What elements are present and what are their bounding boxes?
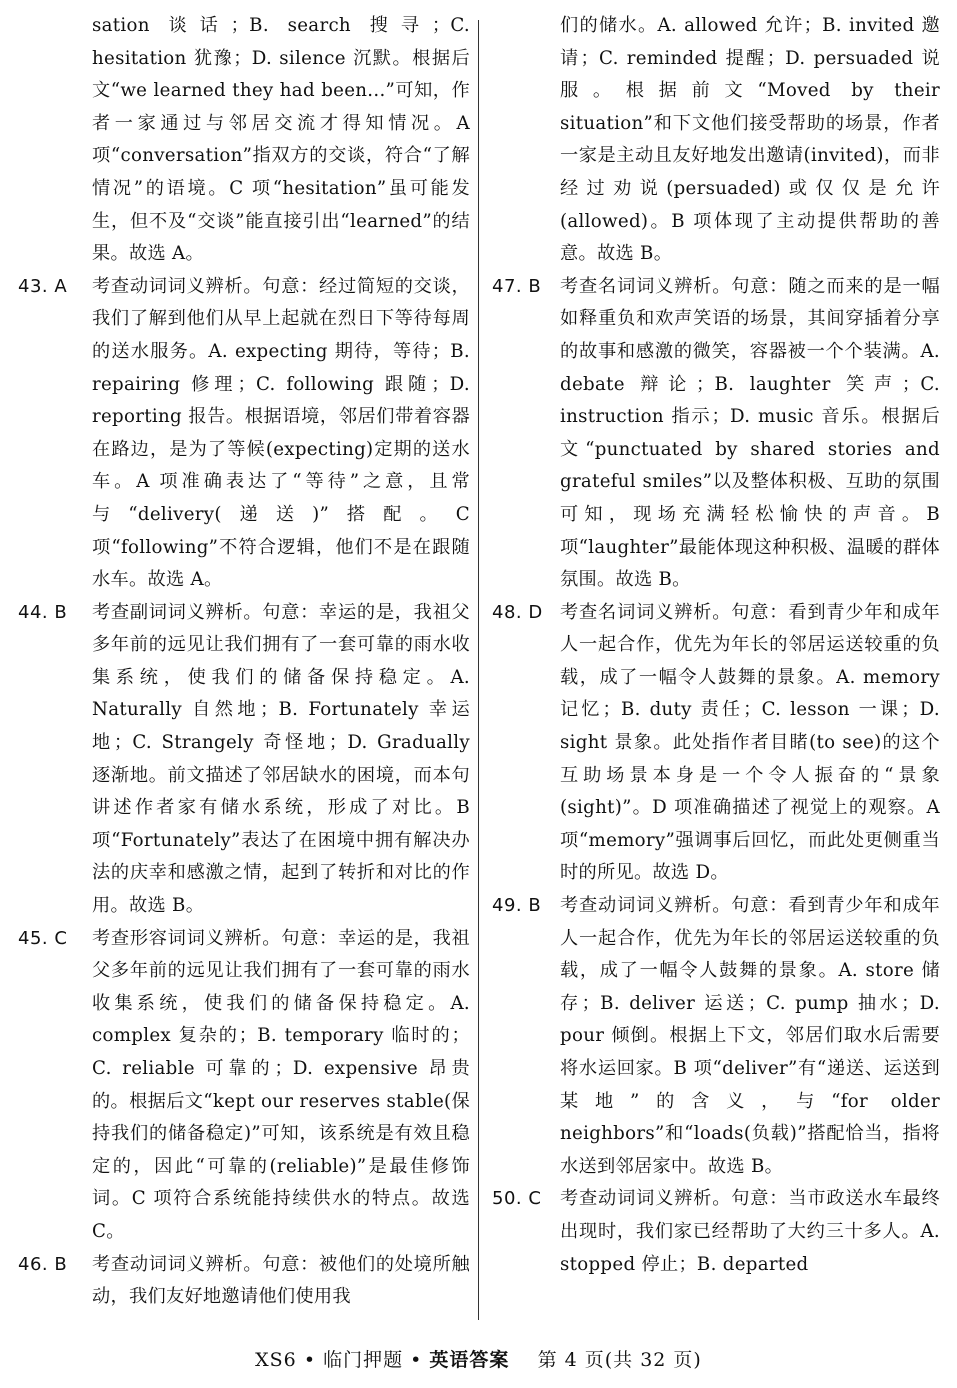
answer-explanation: 考查副词词义辨析。句意：幸运的是，我祖父多年前的远见让我们拥有了一套可靠的雨水收集系统，使我们的储备保持稳定。A. Naturally 自然地；B. Fortunately 幸运地；C. Strangely 奇怪地；D. Gradually 逐渐地。前文描述了邻居缺水的困境，而本句讲述作者家有储水系统，形成了对比。B 项“Fortunately”表达了在困境中拥有解决办法的庆幸和感激之情，起到了转折和对比的作用。故选 B。 bbox=[92, 601, 470, 917]
footer-separator: • bbox=[410, 1349, 430, 1371]
answer-item-45 bbox=[14, 923, 470, 1249]
answer-item-46 bbox=[14, 1249, 470, 1314]
right-continuation-text: 们的储水。A. allowed 允许；B. invited 邀请；C. reminded 提醒；D. persuaded 说服。根据前文“Moved by their situation”和下文他们接受帮助的场景，作者一家是主动且友好地发出邀请(invited)，而非经过劝说(persuaded)或仅仅是允许(allowed)。B 项体现了主动提供帮助的善意。故选 B。 bbox=[560, 15, 940, 265]
footer-separator: • bbox=[303, 1349, 324, 1371]
answer-item-44 bbox=[14, 597, 470, 923]
answer-number: 47. B bbox=[492, 275, 542, 297]
answer-number: 44. B bbox=[18, 601, 68, 623]
answer-explanation: 考查名词词义辨析。句意：看到青少年和成年人一起合作，优先为年长的邻居运送较重的负载，成了一幅令人鼓舞的景象。A. memory 记忆；B. duty 责任；C. lesson 一课；D. sight 景象。此处指作者目睹(to see)的这个互助场景本身是一个令人振奋的“景象(sight)”。D 项准确描述了视觉上的观察。A 项“memory”强调事后回忆，而此处更侧重当时的所见。故选 D。 bbox=[560, 601, 940, 884]
answer-explanation: 考查动词词义辨析。句意：当市政送水车最终出现时，我们家已经帮助了大约三十多人。A. stopped 停止；B. departed bbox=[560, 1188, 940, 1275]
footer-spacer bbox=[516, 1349, 530, 1371]
answer-item-50 bbox=[488, 1183, 940, 1281]
answer-explanation: 考查名词词义辨析。句意：随之而来的是一幅如释重负和欢声笑语的场景，其间穿插着分享的故事和感激的微笑，容器被一个个装满。A. debate 辩论；B. laughter 笑声；C. instruction 指示；D. music 音乐。根据后文“punctuated by shared stories and grateful smiles”以及整体积极、互助的氛围可知，现场充满轻松愉快的声音。B 项“laughter”最能体现这种积极、温暖的群体氛围。故选 B。 bbox=[560, 275, 940, 591]
answer-explanation: 考查动词词义辨析。句意：经过简短的交谈，我们了解到他们从早上起就在烈日下等待每周的送水服务。A. expecting 期待，等待；B. repairing 修理；C. following 跟随；D. reporting 报告。根据语境，邻居们带着容器在路边，是为了等候(expecting)定期的送水车。A 项准确表达了“等待”之意，且常与“delivery(递送)”搭配。C 项“following”不符合逻辑，他们不是在跟随水车。故选 A。 bbox=[92, 275, 470, 591]
footer-subject: 英语答案 bbox=[429, 1349, 510, 1371]
answer-number: 43. A bbox=[18, 275, 68, 297]
answer-number: 48. D bbox=[492, 601, 543, 623]
right-column bbox=[488, 10, 940, 1281]
footer-page-number: 第 4 页(共 32 页) bbox=[537, 1349, 702, 1371]
answer-item-49 bbox=[488, 890, 940, 1183]
column-divider bbox=[478, 20, 479, 1320]
answer-explanation: 考查形容词词义辨析。句意：幸运的是，我祖父多年前的远见让我们拥有了一套可靠的雨水收集系统，使我们的储备保持稳定。A. complex 复杂的；B. temporary 临时的；C. reliable 可靠的；D. expensive 昂贵的。根据后文“kept our reserves stable(保持我们的储备稳定)”可知，该系统是有效且稳定的，因此“可靠的(reliable)”是最佳修饰词。C 项符合系统能持续供水的特点。故选 C。 bbox=[92, 927, 470, 1242]
left-column bbox=[14, 10, 470, 1314]
footer-code: XS6 bbox=[255, 1349, 297, 1371]
answer-explanation: 考查动词词义辨析。句意：看到青少年和成年人一起合作，优先为年长的邻居运送较重的负载，成了一幅令人鼓舞的景象。A. store 储存；B. deliver 运送；C. pump 抽水；D. pour 倾倒。根据上下文，邻居们取水后需要将水运回家。B 项“deliver”有“递送、运送到某地”的含义，与“for older neighbors”和“loads(负载)”搭配恰当，指将水送到邻居家中。故选 B。 bbox=[560, 895, 940, 1177]
answer-number: 45. C bbox=[18, 927, 68, 949]
footer-series: 临门押题 bbox=[323, 1349, 404, 1371]
answer-item-47 bbox=[488, 271, 940, 597]
page-footer bbox=[0, 1345, 957, 1372]
answer-item-43 bbox=[14, 271, 470, 597]
answer-number: 50. C bbox=[492, 1188, 542, 1210]
answer-item-48 bbox=[488, 597, 940, 890]
answer-number: 46. B bbox=[18, 1253, 68, 1275]
answer-number: 49. B bbox=[492, 895, 542, 917]
answer-explanation: 考查动词词义辨析。句意：被他们的处境所触动，我们友好地邀请他们使用我 bbox=[92, 1253, 470, 1308]
left-continuation-text: sation 谈话；B. search 搜寻；C. hesitation 犹豫；D. silence 沉默。根据后文“we learned they had been...”可知，作者一家通过与邻居交流才得知情况。A 项“conversation”指双方的交谈，符合“了解情况”的语境。C 项“hesitation”虽可能发生，但不及“交谈”能直接引出“learned”的结果。故选 A。 bbox=[92, 15, 470, 265]
